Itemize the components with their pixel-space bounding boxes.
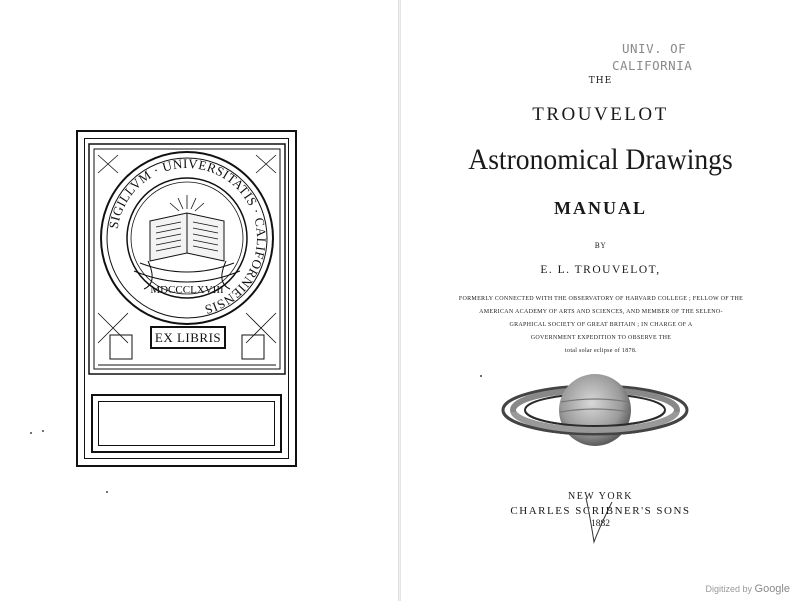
- main-title: Astronomical Drawings: [468, 143, 733, 176]
- ex-libris-label: EX LIBRIS: [150, 326, 226, 349]
- author-name: E. L. TROUVELOT,: [540, 264, 661, 276]
- credentials-line: AMERICAN ACADEMY OF ARTS AND SCIENCES, AND MEMBER OF THE SELENO-: [479, 309, 723, 315]
- credentials-line: FORMERLY CONNECTED WITH THE OBSERVATORY OF HARVARD COLLEGE ; FELLOW OF THE: [458, 296, 744, 302]
- publisher-name: CHARLES SCRIBNER'S SONS: [510, 505, 691, 517]
- library-stamp: UNIV. OF CALIFORNIA: [612, 41, 693, 73]
- author-credentials: [432, 293, 770, 358]
- svg-text:SIGILLVM · UNIVERSITATIS · CAL: SIGILLVM · UNIVERSITATIS · CALIFORNIENSIS: [105, 155, 270, 318]
- credentials-line: GOVERNMENT EXPEDITION TO OBSERVE THE: [530, 335, 672, 341]
- title-manual: MANUAL: [554, 198, 647, 218]
- digitized-watermark: Digitized by Google: [705, 583, 790, 595]
- title-the: THE: [588, 76, 613, 86]
- speck: [106, 491, 108, 493]
- publisher-city: NEW YORK: [567, 491, 634, 502]
- speck: [480, 375, 482, 377]
- pencil-mark-icon: [580, 496, 620, 546]
- bookplate-name-box: [91, 394, 282, 453]
- byline-by: BY: [594, 242, 607, 250]
- svg-text:MDCCCLXVIII: MDCCCLXVIII: [150, 284, 224, 296]
- publication-year: 1882: [591, 519, 610, 529]
- title-trouvelot: TROUVELOT: [532, 104, 669, 125]
- credentials-line: total solar eclipse of 1878.: [565, 348, 637, 354]
- credentials-line: GRAPHICAL SOCIETY OF GREAT BRITAIN ; IN CHARGE OF A: [509, 322, 693, 328]
- speck: [30, 432, 32, 434]
- saturn-illustration-icon: [500, 372, 690, 452]
- speck: [42, 430, 44, 432]
